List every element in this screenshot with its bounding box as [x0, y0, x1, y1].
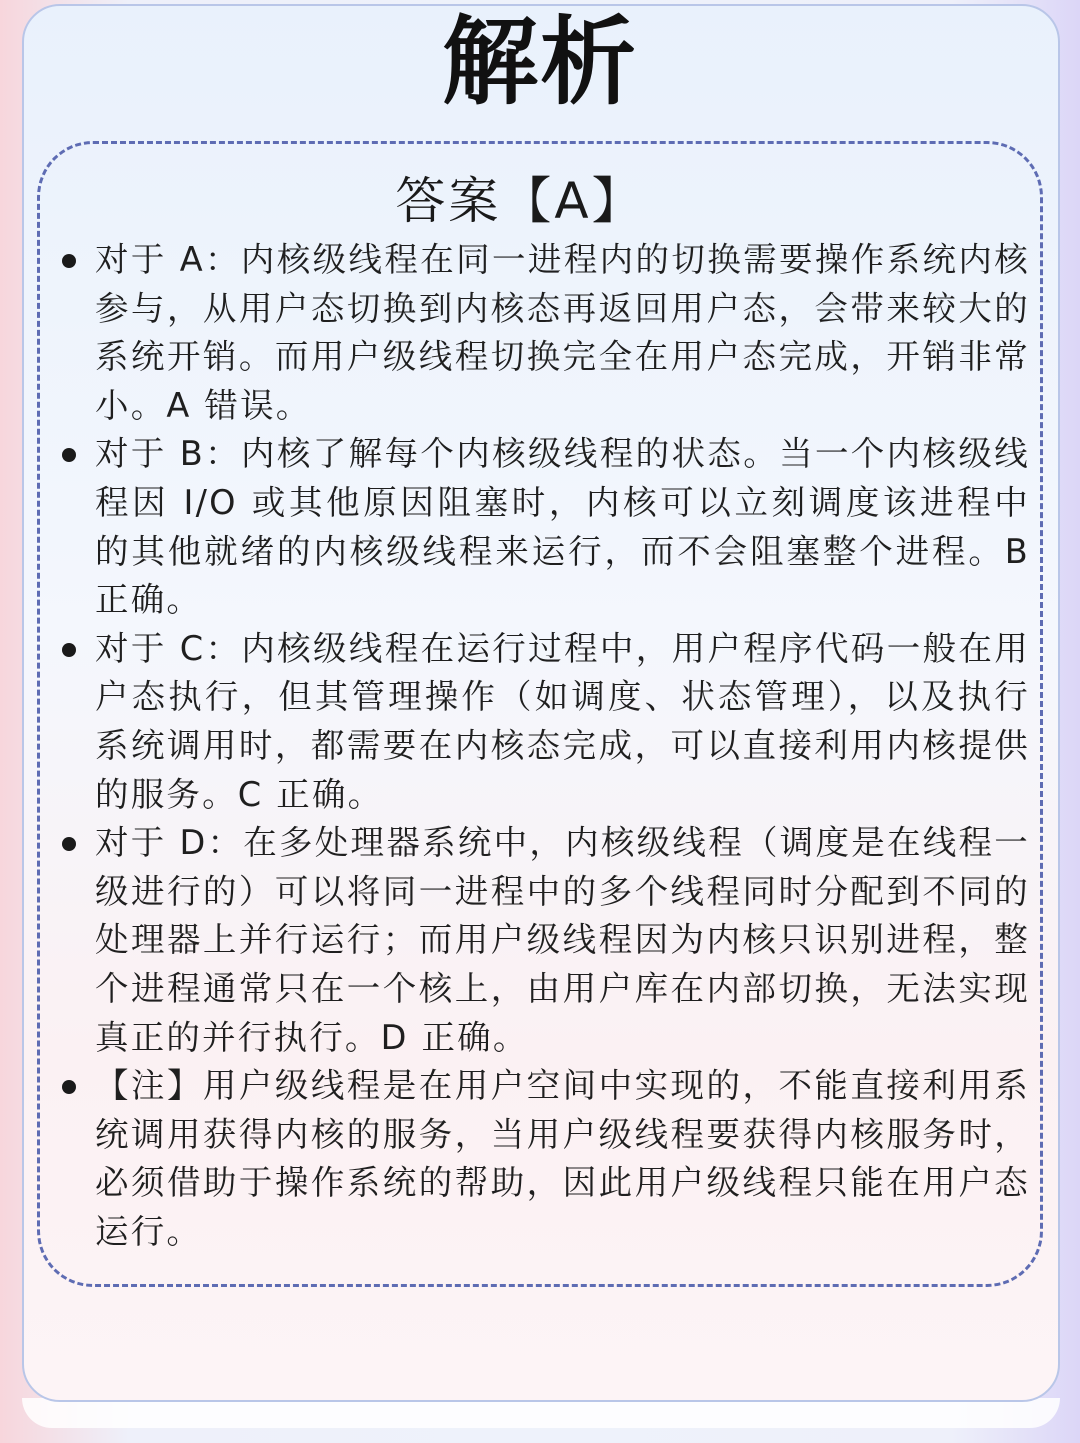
list-item-text: 对于 B：内核了解每个内核级线程的状态。当一个内核级线程因 I/O 或其他原因阻塞时，内核可以立刻调度该进程中的其他就绪的内核级线程来运行，而不会阻塞整个进程。B 正确。 [95, 434, 1030, 620]
list-item-text: 对于 A：内核级线程在同一进程内的切换需要操作系统内核参与，从用户态切换到内核态再返回用户态，会带来较大的系统开销。而用户级线程切换完全在用户态完成，开销非常小。A 错误。 [95, 240, 1030, 425]
bullet-icon [62, 448, 76, 462]
list-item-text: 【注】用户级线程是在用户空间中实现的，不能直接利用系统调用获得内核的服务，当用户级线程要获得内核服务时，必须借助于操作系统的帮助，因此用户级线程只能在用户态运行。 [95, 1066, 1030, 1251]
card-bottom-edge [22, 1398, 1060, 1428]
list-item-text: 对于 D：在多处理器系统中，内核级线程（调度是在线程一级进行的）可以将同一进程中的多个线程同时分配到不同的处理器上并行运行；而用户级线程因为内核只识别进程，整个进程通常只在一个核上，由用户库在内部切换，无法实现真正的并行执行。D 正确。 [95, 823, 1030, 1057]
bullet-icon [62, 1080, 76, 1094]
list-item-a [0, 236, 1030, 430]
bullet-icon [62, 643, 76, 657]
list-item-c [0, 625, 1030, 819]
bullet-icon [62, 837, 76, 851]
list-item-d [0, 819, 1030, 1062]
page-title: 解析 [442, 6, 638, 118]
list-item-note [0, 1062, 1030, 1256]
list-item-text: 对于 C：内核级线程在运行过程中，用户程序代码一般在用户态执行，但其管理操作（如调度、状态管理），以及执行系统调用时，都需要在内核态完成，可以直接利用内核提供的服务。C 正确。 [95, 628, 1030, 814]
answer-heading: 答案【A】 [395, 172, 645, 230]
bullet-icon [62, 254, 76, 268]
explanation-list [0, 236, 1030, 1256]
list-item-b [0, 430, 1030, 624]
